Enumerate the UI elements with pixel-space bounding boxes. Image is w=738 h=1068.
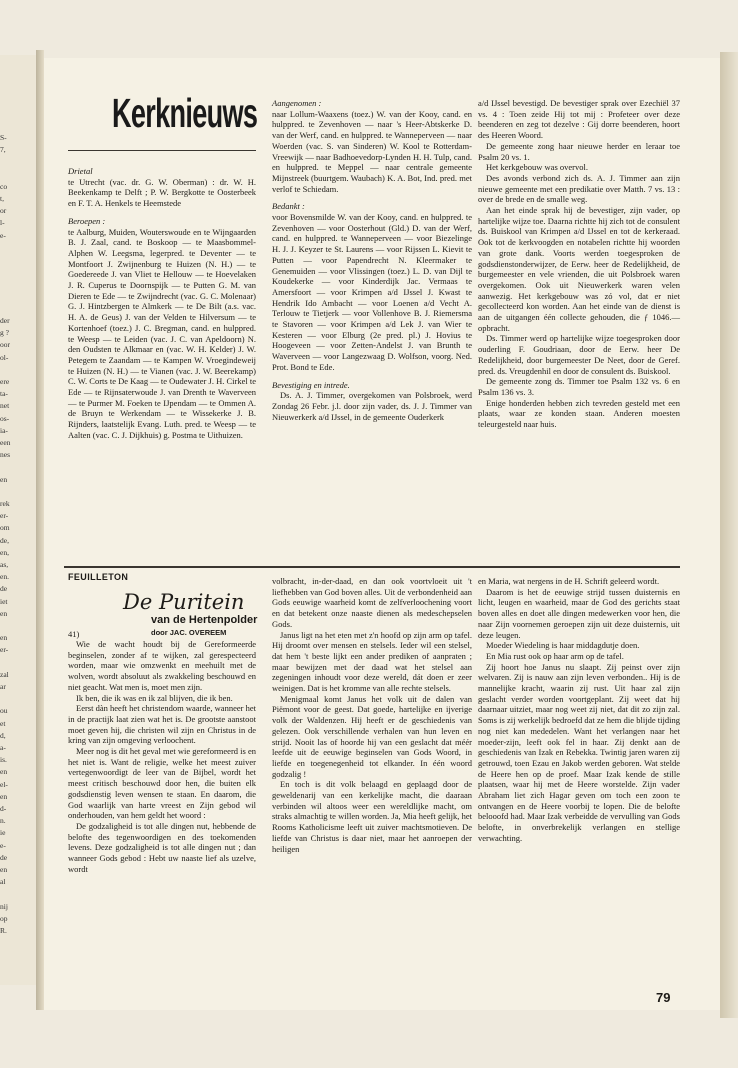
section-divider-rule	[64, 566, 680, 568]
story-paragraph: Moeder Wiedeling is haar middagdutje doen.	[486, 640, 640, 651]
section-text-bedankt: voor Bovensmilde W. van der Kooy, cand. en hulppred. te Zevenhoven — voor Oosterhout (Gld.) D. van der Werf, cand. en hulppred. te Wanneperveen — voor Biezelinge H. J. J. Keyzer te St. Laurens — voor Rijssen L. Kievit te Putten — voor Papendrecht N. Kleermaker te Genemuiden — voor Vlissingen (toez.) L. D. van Dijl te Koudekerke — voor Kinderdijk Jac. Vermaas te Amersfoort — voor Krimpen a/d IJssel J. Kwast te Hendrik Ido Ambacht — voor Loenen a/d Vecht A. Terlouw te Tietjerk — voor Vollenhove B. J. Riemersma te Stavoren — voor Krimpen a/d Lek J. van Wier te Kesteren — voor Elburg (2e pred. pl.) J. Hovius te Hoogeveen — voor Zetten-Andelst J. van Brunth te Waverveen — voor Langezwaag D. Wolfson, voorg. Ned. Prot. Bond te Ede.	[272, 212, 472, 372]
margin-fragment: iet	[0, 596, 8, 606]
news-paragraph: Het kerkgebouw was overvol.	[486, 162, 588, 173]
margin-fragment: is.	[0, 755, 7, 765]
margin-fragment: de	[0, 584, 8, 594]
margin-fragment: en	[0, 608, 8, 618]
margin-fragment: ere	[0, 377, 10, 386]
title-rule	[68, 150, 256, 151]
news-paragraph: a/d IJssel bevestigd. De bevestiger sprak over Ezechiël 37 vs. 4 : Toen zeide Hij tot mij : Profeteer over deze beenderen en zeg tot dezelve : Gij dorre beenderen, hoort des Heeren Woord.	[478, 98, 680, 141]
margin-fragment: S-	[0, 133, 7, 142]
margin-fragment: er-	[0, 511, 9, 521]
margin-fragment: t,	[0, 194, 4, 203]
news-column-1	[68, 166, 256, 441]
feuilleton-column-3	[478, 576, 680, 844]
margin-fragment: os-	[0, 413, 10, 423]
margin-fragment: er-	[0, 645, 9, 655]
story-paragraph: Janus ligt na het eten met z'n hoofd op zijn arm op tafel. Hij droomt over mensen en stelsels. Ieder wil een stelsel, dat hem 't beste lijkt een ander prediken of aanpraten ; maar bewijzen met der daad wat het stelsel aan zegeningen inhoudt voor deze wereld, dát doen er zeer weinigen. Dat is het kromme van alle rechte stelsels.	[272, 629, 472, 694]
margin-fragment: nes	[0, 450, 10, 460]
section-text-drietal: te Utrecht (vac. dr. G. W. Oberman) : dr. W. H. Beekenkamp te Delft ; P. W. Bergkotte te Oosterbeek en F. T. A. Henkels te Heemstede	[68, 176, 256, 209]
margin-fragment: rek	[0, 499, 10, 508]
news-column-3	[478, 98, 680, 430]
news-paragraph: Des avonds verbond zich ds. A. J. Timmer aan zijn nieuwe gemeente met een predikatie over Matth. 7 vs. 13 : over de brede en de smalle weg.	[478, 172, 680, 205]
margin-fragment: om	[0, 523, 10, 533]
margin-fragment: 7,	[0, 145, 6, 155]
margin-fragment: l-	[0, 218, 5, 228]
margin-fragment: d-	[0, 804, 7, 813]
margin-fragment: zal	[0, 669, 9, 679]
margin-fragment: en,	[0, 547, 9, 557]
news-column-2	[272, 98, 472, 422]
section-heading-bedankt: Bedankt :	[272, 201, 305, 212]
news-paragraph: Enige honderden hebben zich tevreden gesteld met een plaats, waar ze konden staan. Anderen moesten teleurgesteld naar huis.	[478, 397, 680, 430]
story-paragraph: Ik ben, die ik was en ik zal blijven, die ik ben.	[76, 692, 233, 703]
margin-fragment: n.	[0, 816, 6, 826]
margin-fragment: a-	[0, 743, 6, 752]
story-paragraph: De godzaligheid is tot alle dingen nut, hebbende de belofte des tegenwoordigen en des toekomenden levens. Deze godzaligheid is tot alle dingen nut ; dan wanneer Gods gebod : Hebt uw naaste lief als uzelve, wordt	[68, 820, 256, 874]
margin-fragment: ta-	[0, 389, 8, 399]
page-number: 79	[656, 990, 671, 1005]
story-paragraph: Daarom is het de eeuwige strijd tussen duisternis en licht, leugen en waarheid, maar de God des gerichts staat boven alles en doet alle dingen medewerken voor hen, die naar Zijn voornemen geroepen zijn uit deze duisternis, uit deze leugen.	[478, 586, 680, 640]
margin-fragment: der	[0, 316, 10, 325]
margin-fragment: et	[0, 718, 6, 728]
margin-fragment: al	[0, 877, 6, 887]
page-gutter	[36, 50, 44, 1010]
margin-fragment: g ?	[0, 328, 9, 338]
margin-fragment: el-	[0, 779, 8, 789]
margin-fragment: en	[0, 791, 8, 801]
margin-fragment: e-	[0, 230, 6, 240]
margin-fragment: ou	[0, 706, 8, 716]
margin-fragment: nij	[0, 901, 8, 911]
story-author: door JAC. OVEREEM	[151, 628, 227, 637]
margin-fragment: de	[0, 852, 8, 862]
news-paragraph: De gemeente zong haar nieuwe herder en leraar toe Psalm 20 vs. 1.	[478, 140, 680, 162]
story-paragraph: Wie de wacht houdt bij de Gereformeerde beginselen, zonder af te wijken, zal gerespecteerd worden, maar wie omzwenkt en meehuilt met de wolven, wordt absoluut als zwakkeling beschouwd en niet geacht. Wat men is, moet men zijn.	[68, 639, 256, 692]
installment-number: 41)	[68, 629, 80, 639]
margin-fragment: or	[0, 206, 7, 216]
margin-fragment: net	[0, 401, 10, 411]
margin-fragment: ol-	[0, 352, 9, 362]
section-heading-aangenomen: Aangenomen :	[272, 98, 322, 108]
margin-fragment: ar	[0, 682, 6, 691]
story-paragraph: En Mia rust ook op haar arm op de tafel.	[486, 650, 624, 661]
news-paragraph: Ds. Timmer werd op hartelijke wijze toegesproken door ouderling F. Goudriaan, door de Eerw. heer De Redelijkheid, door burgemeester De Neet, door de Geref. pred. ds. Vreugdenhil en door de consulent ds. Buiskool.	[478, 333, 680, 376]
margin-fragment: oor	[0, 340, 10, 350]
story-subtitle: van de Hertenpolder	[151, 614, 258, 626]
section-text-beroepen: te Aalburg, Muiden, Wouterswoude en te Wijngaarden B. J. Zaal, cand. te Boskoop — te Maasbommel-Alphen W. Leegsma, legerpred. te Deventer — te Montfoort J. Zwijnenburg te Huizen (N. H.) — te Goedereede J. van Vliet te Hellouw — te Hoevelaken J. R. Cuperus te Doornspijk — te Putten G. M. van Dieren te Ede — te Zwijndrecht (vac. G. C. Molenaar) G. J. Hintzbergen te Almkerk — te De Bilt (a.s. vac. H. A. de Geus) J. van der Velden te Hilversum — te Kortenhoef (toez.) J. C. Bregman, cand. en hulppred. te Weesp — te Leiden (vac. J. C. van Apeldoorn) N. den Oudsten te Alkmaar en (vac. W. H. Kelder) J. W. Petegem te Zaandam — te Kampen W. Vroegindeweij te Huizen (N. H.) — te Vianen (vac. J. W. Beerekamp) C. W. Corts te De Kaag — te Oudewater J. H. Cirkel te Ede — te Rijnsaterwoude J. van Drenth te Waverveen — te Purmer M. Foeken te IJpendam — te Ommen A. de Bruyn te Werkendam — te Wissekerke J. B. Rijnders, laatstelijk Evang. Luth. pred. te Weesp — te Aalten (vac. C. J. Dijkhuis) g. Postma te Uithuizen.	[68, 226, 256, 440]
margin-fragment: de,	[0, 535, 9, 545]
margin-fragment: een	[0, 438, 11, 447]
section-heading-drietal: Drietal	[68, 166, 93, 176]
margin-fragment: co	[0, 181, 8, 191]
news-paragraph: De gemeente zong ds. Timmer toe Psalm 132 vs. 6 en Psalm 136 vs. 3.	[478, 376, 680, 397]
story-paragraph: en Maria, wat nergens in de H. Schrift geleerd wordt.	[478, 576, 660, 586]
story-paragraph: En toch is dit volk belaagd en geplaagd door de geweldenarij van een kerkelijke macht, die daaraan verbinden wil altoos weer een wereldlijke macht, om straks almachtig te willen worden. Ja, Mia heeft gelijk, het Rooms Katholicisme leeft uit zuiver machtsmotieven. De liefde van Christus is daar niet, maar het aanroepen der heiligen	[272, 779, 472, 854]
section-heading-beroepen: Beroepen :	[68, 215, 106, 226]
story-paragraph: Zij hoort hoe Janus nu slaapt. Zij peinst over zijn welvaren. Zij is nauw aan zijn leven verbonden.. Hij is de mannelijke kracht, waarin zij rust. Uit haar zal zijn geslacht verder worden voortgeplant. Zij weet dat hij daarnaar uitziet, maar nog weet zij niet, dat dit zo zijn zal. Soms is zij werkelijk bedroefd dat ze hem die blijde tijding nog niet kan mededelen. Want het verlangen naar het moeder-zijn, leeft ook fel in haar. Zij denkt aan de geschiedenis van Izak en Rebekka. Twintig jaren waren zij getrouwd, toen Ezau en Jakob werden geboren. Wat stelde de Heere hen op de proef. Maar Izak kende de stille plaatsen, waar hij met de Heere worstelde. Zijn vader Abraham liet zich Hagar geven om toch een zoon te ontvangen en de Heere voorbij te lopen. Die de belofte belooofd had. Maar Izak verbeidde de vervulling van Gods belofte, in onverbrekelijk verlangen en stellige verwachting.	[478, 661, 680, 843]
page-right-edge	[720, 52, 738, 1018]
story-paragraph: Eerst dàn heeft het christendom waarde, wanneer het in de practijk laat zien wat het is. De grootste aanstoot moet geven hij, die christen wil zijn en Christus in de kring van zijn omgeving verloochent.	[68, 703, 256, 746]
section-heading-bevestiging: Bevestiging en intrede.	[272, 379, 350, 390]
margin-fragment: en	[0, 474, 8, 484]
margin-fragment: as,	[0, 560, 9, 569]
feuilleton-column-2	[272, 576, 472, 854]
section-text-aangenomen: naar Lollum-Waaxens (toez.) W. van der Kooy, cand. en hulppred. te Zevenhoven — naar 's Heer-Abtskerke D. van der Werf, cand. en hulppred. te Wanneperveen — naar Woerden (vac. S. van Sinderen) W. Kool te Rotterdam-Vreewijk — naar Badhoevedorp-Lynden H. H. Tulp, cand. en hulppred. te Meppel — naar centrale gemeente Mijnstreek (buurtgem. Waubach) K. A. Bot, Ind. pred. met verlof te Schiedam.	[272, 108, 472, 194]
margin-fragment: e-	[0, 840, 6, 850]
story-paragraph: Menigmaal komt Janus het volk uit de dalen van Piëmont voor de geest. Dat goede, hartelijke en ijverige volk der Waldenzen. Hij heeft er de geschiedenis van gelezen. Ook verschillende verhalen van hun leven en strijd. Nooit las of hoorde hij van een geslacht dat méér leefde uit de eeuwige beginselen van Gods Woord, in liefde en toegenegenheid tot elkander. In één woord godzalig !	[272, 693, 472, 779]
margin-fragment: en.	[0, 572, 9, 582]
news-paragraph: Aan het einde sprak hij de bevestiger, zijn vader, op hartelijke wijze toe. Daarna richtte hij zich tot de consulent ds. Buiskool van Krimpen a/d IJssel en tot de kerkeraad. Ook tot de kerkvoogden en notabelen richtte hij woorden van grote dank. Voorts werden toegesproken de godsdienstonderwijzer, de Eerw. heer de Redelijkheid, de burgemeester en vele vrienden, die uit Polsbroek waren overgekomen. Ook uit Nieuwerkerk waren velen aanwezig. Het kerkgebouw was zó vol, dat er niet gecollecteerd kon worden. Aan het einde van de dienst is aan de uitgangen één collecte gehouden, die ƒ 1046.— opbracht.	[478, 205, 680, 333]
margin-fragment: ie	[0, 828, 6, 838]
margin-fragment: en	[0, 633, 8, 643]
margin-fragment: op	[0, 913, 8, 923]
margin-fragment: en	[0, 865, 8, 874]
feuilleton-column-1	[68, 639, 256, 874]
margin-fragment: ia-	[0, 425, 8, 435]
feuilleton-label: FEUILLETON	[68, 572, 129, 582]
adjacent-page-edge	[0, 55, 36, 985]
story-paragraph: volbracht, in-der-daad, en dan ook voortvloeit uit 't liefhebben van God boven alles. Uit de verbondenheid aan Gods eeuwige waarheid komt de zelfverloochening voort en dat betekent onze naaste dienen als medeschepselen Gods.	[272, 576, 472, 629]
page-title: Kerknieuws	[112, 90, 258, 136]
section-text-bevestiging: Ds. A. J. Timmer, overgekomen van Polsbroek, werd Zondag 26 Febr. j.l. door zijn vader, ds. J. J. Timmer van Nieuwerkerk a/d IJssel, in de gemeente Ouderkerk	[272, 390, 472, 422]
margin-fragment: R.	[0, 926, 7, 935]
margin-fragment: en	[0, 767, 8, 777]
margin-fragment: d,	[0, 730, 6, 740]
story-title: De Puritein	[123, 590, 245, 614]
story-paragraph: Meer nog is dit het geval met wie gereformeerd is en het niet is. Want de religie, welke het meest zuiver vertegenwoordigt de leer van de Bijbel, wordt het meest critisch beschouwd door hen, die buiten elk godsdienstig leven wensen te staan. En daarom, die God waarlijk van harte vreest en Zijn gebod wil onderhouden, van hem geldt het woord :	[68, 746, 256, 821]
